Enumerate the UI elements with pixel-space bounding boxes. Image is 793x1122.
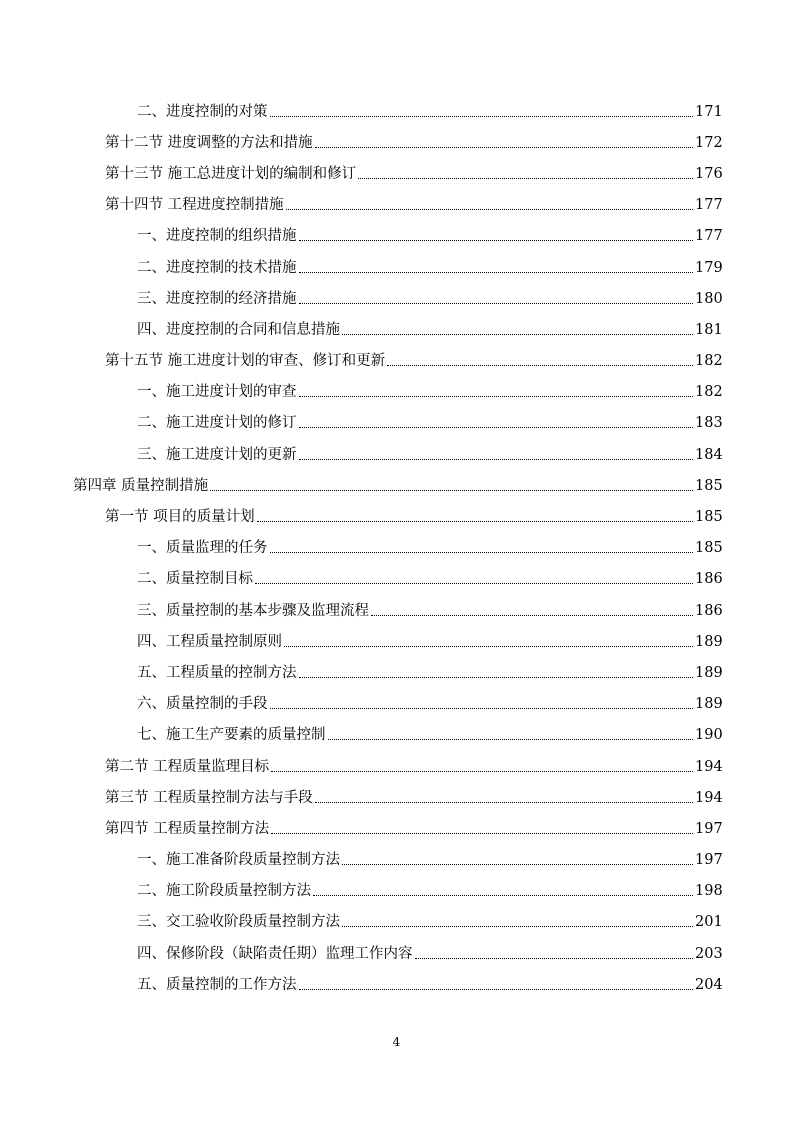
toc-leader-dots (313, 895, 693, 896)
toc-entry-page: 198 (695, 883, 723, 900)
toc-entry-title: 第四章 质量控制措施 (73, 477, 209, 494)
table-of-contents (0, 96, 793, 1000)
page-number: 4 (392, 1035, 401, 1049)
toc-entry-page: 189 (695, 696, 723, 713)
toc-entry[interactable] (0, 657, 793, 688)
toc-leader-dots (328, 739, 694, 740)
toc-entry[interactable] (0, 377, 793, 408)
toc-entry-title: 五、质量控制的工作方法 (137, 976, 297, 993)
toc-entry[interactable] (0, 127, 793, 158)
toc-leader-dots (415, 958, 694, 959)
toc-entry[interactable] (0, 876, 793, 907)
toc-entry-page: 171 (695, 103, 723, 120)
toc-leader-dots (299, 427, 694, 428)
toc-entry[interactable] (0, 907, 793, 938)
toc-entry-title: 三、质量控制的基本步骤及监理流程 (137, 602, 369, 619)
toc-leader-dots (299, 303, 694, 304)
toc-entry-title: 第二节 工程质量监理目标 (105, 758, 270, 775)
toc-leader-dots (358, 178, 693, 179)
toc-entry-title: 第十四节 工程进度控制措施 (105, 197, 284, 214)
toc-leader-dots (271, 833, 693, 834)
toc-leader-dots (271, 771, 693, 772)
toc-entry-title: 二、质量控制目标 (137, 571, 253, 588)
toc-entry-page: 189 (695, 664, 723, 681)
toc-entry-page: 183 (695, 415, 723, 432)
toc-entry-page: 179 (695, 259, 723, 276)
toc-entry-page: 190 (695, 727, 723, 744)
toc-leader-dots (210, 490, 693, 491)
toc-entry-page: 186 (695, 571, 723, 588)
toc-entry-page: 181 (695, 321, 723, 338)
toc-entry-page: 182 (695, 384, 723, 401)
toc-entry[interactable] (0, 314, 793, 345)
toc-entry-page: 184 (695, 446, 723, 463)
toc-entry[interactable] (0, 813, 793, 844)
toc-entry[interactable] (0, 595, 793, 626)
toc-entry-page: 201 (695, 914, 723, 931)
toc-entry-page: 194 (695, 758, 723, 775)
toc-entry-title: 第十五节 施工进度计划的审查、修订和更新 (105, 353, 386, 370)
toc-leader-dots (299, 240, 694, 241)
toc-entry-title: 二、进度控制的技术措施 (137, 259, 297, 276)
toc-entry-title: 一、施工准备阶段质量控制方法 (137, 852, 340, 869)
toc-leader-dots (342, 334, 693, 335)
toc-entry-title: 六、质量控制的手段 (137, 696, 268, 713)
toc-entry[interactable] (0, 720, 793, 751)
toc-leader-dots (342, 864, 693, 865)
toc-leader-dots (270, 116, 694, 117)
toc-entry-title: 一、质量监理的任务 (137, 540, 268, 557)
toc-entry[interactable] (0, 751, 793, 782)
toc-entry-title: 二、施工阶段质量控制方法 (137, 883, 311, 900)
toc-entry-page: 204 (695, 976, 723, 993)
toc-entry-page: 186 (695, 602, 723, 619)
toc-leader-dots (299, 459, 694, 460)
toc-entry[interactable] (0, 470, 793, 501)
toc-leader-dots (257, 521, 693, 522)
toc-entry[interactable] (0, 221, 793, 252)
toc-leader-dots (371, 615, 693, 616)
toc-entry-title: 七、施工生产要素的质量控制 (137, 727, 326, 744)
toc-entry-title: 第三节 工程质量控制方法与手段 (105, 789, 313, 806)
toc-entry-title: 一、进度控制的组织措施 (137, 228, 297, 245)
toc-entry-page: 172 (695, 134, 723, 151)
toc-leader-dots (270, 708, 694, 709)
toc-entry-title: 三、交工验收阶段质量控制方法 (137, 914, 340, 931)
toc-entry-title: 四、保修阶段（缺陷责任期）监理工作内容 (137, 945, 413, 962)
toc-entry-page: 185 (695, 509, 723, 526)
toc-entry-title: 二、施工进度计划的修订 (137, 415, 297, 432)
toc-entry-title: 四、工程质量控制原则 (137, 633, 282, 650)
toc-entry[interactable] (0, 689, 793, 720)
toc-entry[interactable] (0, 439, 793, 470)
toc-leader-dots (286, 209, 693, 210)
toc-entry-page: 197 (695, 820, 723, 837)
toc-entry-title: 第十二节 进度调整的方法和措施 (105, 134, 313, 151)
toc-entry[interactable] (0, 283, 793, 314)
toc-entry[interactable] (0, 782, 793, 813)
toc-entry-title: 三、施工进度计划的更新 (137, 446, 297, 463)
toc-entry-page: 185 (695, 540, 723, 557)
toc-leader-dots (315, 147, 693, 148)
toc-entry[interactable] (0, 346, 793, 377)
toc-leader-dots (342, 926, 693, 927)
toc-leader-dots (255, 583, 693, 584)
toc-entry-page: 194 (695, 789, 723, 806)
toc-entry-page: 189 (695, 633, 723, 650)
toc-leader-dots (387, 365, 693, 366)
toc-entry-title: 第十三节 施工总进度计划的编制和修订 (105, 165, 357, 182)
toc-leader-dots (284, 646, 693, 647)
toc-entry-page: 182 (695, 353, 723, 370)
toc-entry-page: 203 (695, 945, 723, 962)
toc-entry-page: 177 (695, 228, 723, 245)
toc-leader-dots (315, 802, 693, 803)
toc-entry-page: 185 (695, 477, 723, 494)
toc-entry[interactable] (0, 938, 793, 969)
toc-leader-dots (299, 677, 694, 678)
toc-entry[interactable] (0, 158, 793, 189)
toc-entry[interactable] (0, 96, 793, 127)
toc-entry-page: 180 (695, 290, 723, 307)
toc-entry-page: 197 (695, 852, 723, 869)
toc-entry[interactable] (0, 626, 793, 657)
toc-leader-dots (270, 552, 694, 553)
toc-entry[interactable] (0, 190, 793, 221)
toc-entry[interactable] (0, 533, 793, 564)
toc-entry[interactable] (0, 408, 793, 439)
toc-entry-title: 第四节 工程质量控制方法 (105, 820, 270, 837)
toc-entry[interactable] (0, 501, 793, 532)
toc-entry[interactable] (0, 969, 793, 1000)
toc-entry-title: 三、进度控制的经济措施 (137, 290, 297, 307)
toc-entry[interactable] (0, 845, 793, 876)
toc-entry-title: 五、工程质量的控制方法 (137, 664, 297, 681)
toc-entry-title: 四、进度控制的合同和信息措施 (137, 321, 340, 338)
toc-leader-dots (299, 989, 694, 990)
toc-entry[interactable] (0, 252, 793, 283)
toc-entry-page: 177 (695, 197, 723, 214)
toc-entry-title: 二、进度控制的对策 (137, 103, 268, 120)
toc-entry[interactable] (0, 564, 793, 595)
toc-leader-dots (299, 396, 694, 397)
toc-entry-page: 176 (695, 165, 723, 182)
toc-entry-title: 第一节 项目的质量计划 (105, 509, 255, 526)
toc-leader-dots (299, 272, 694, 273)
toc-entry-title: 一、施工进度计划的审查 (137, 384, 297, 401)
